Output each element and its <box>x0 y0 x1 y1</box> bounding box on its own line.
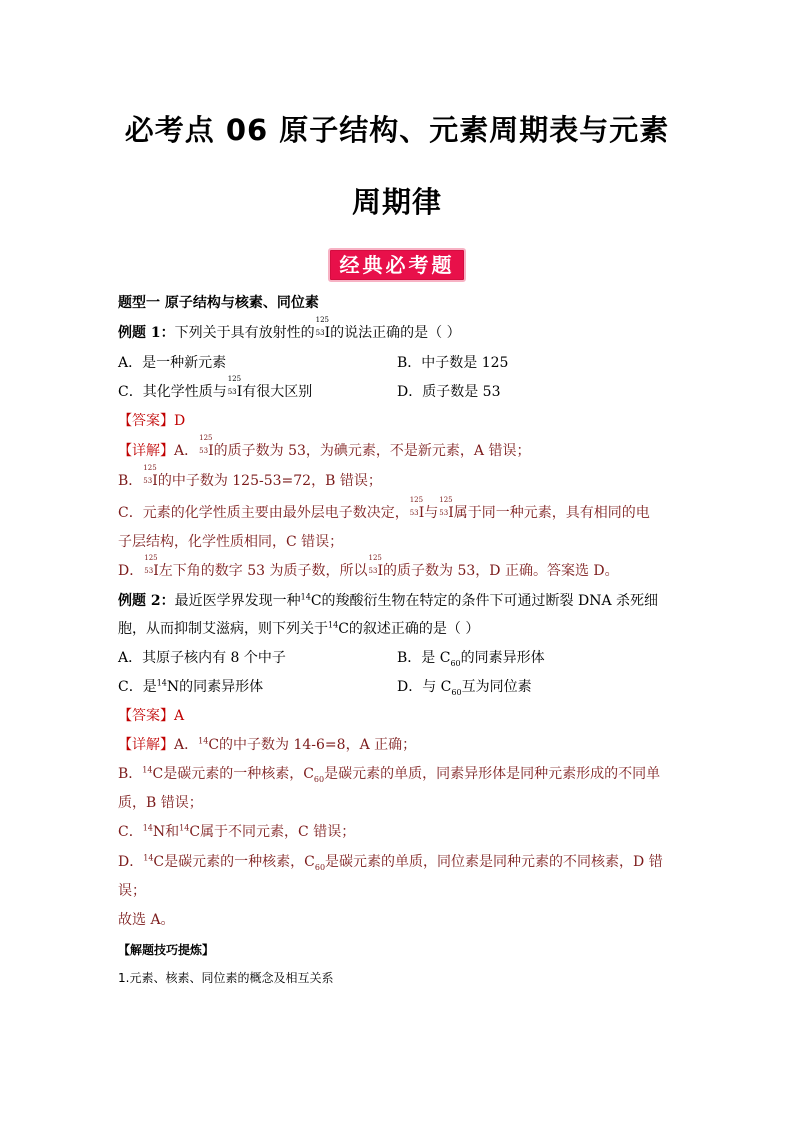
example1-explanation-4: D． 125 53 I左下角的数字 53 为质子数，所以 125 53 I的质子数为 53，D 正确。答案选 D。 <box>118 554 619 579</box>
example1-explanation-3b: 子层结构，化学性质相同，C 错误； <box>118 534 344 550</box>
example2-stem-2: 胞，从而抑制艾滋病，则下列关于$^{14}$C的叙述正确的是（ ） <box>118 620 480 637</box>
tips-heading: 【解题技巧提炼】 <box>118 943 215 957</box>
example2-option-b: B．是 $C_{60}$的同素异形体 <box>397 650 545 668</box>
iodine-isotope: 125 53 <box>315 316 329 337</box>
example2-answer: 【答案】A <box>118 708 185 724</box>
example2-label: 例题 2： <box>118 593 175 609</box>
example1-stem: 例题 1：下列关于具有放射性的 125 53 I的说法正确的是（ ） <box>118 316 461 341</box>
example2-option-a: A．其原子核内有 8 个中子 <box>118 650 286 666</box>
example2-explanation-4b: 误； <box>118 883 146 899</box>
example1-explanation-1: 【详解】A． 125 53 I的质子数为 53，为碘元素，不是新元素，A 错误； <box>118 434 531 459</box>
example1-explanation-2: B． 125 53 I的中子数为 125-53=72，B 错误； <box>118 464 382 489</box>
example2-explanation-2: B．$^{14}$C是碳元素的一种核素，$C_{60}$是碳元素的单质，同素异形体是同种元素形成的不同单 <box>118 765 661 784</box>
example2-explanation-1: 【详解】A．$^{14}$C的中子数为 14-6=8，A 正确； <box>118 736 417 753</box>
example1-label: 例题 1： <box>118 325 175 341</box>
example2-explanation-4: D．$^{14}$C是碳元素的一种核素，$C_{60}$是碳元素的单质，同位素是同种元素的不同核素，D 错 <box>118 853 663 872</box>
example2-stem: 例题 2：最近医学界发现一种$^{14}$C的羧酸衍生物在特定的条件下可通过断裂 DNA 杀死细 <box>118 592 659 609</box>
example1-option-d: D．质子数是 53 <box>397 384 501 400</box>
example1-option-b: B．中子数是 125 <box>397 355 509 371</box>
example1-explanation-3: C．元素的化学性质主要由最外层电子数决定， 125 53 I与 125 53 I属于同一种元素，具有相同的电 <box>118 496 650 521</box>
example2-explanation-3: C．$^{14}$N和$^{14}$C属于不同元素，C 错误； <box>118 823 356 840</box>
classic-questions-banner: 经典必考题 <box>328 248 466 282</box>
example2-explanation-2b: 质，B 错误； <box>118 795 203 811</box>
page-title-line2: 周期律 <box>351 185 442 219</box>
example2-conclusion: 故选 A。 <box>118 912 175 928</box>
page-title-line1: 必考点 06 原子结构、元素周期表与元素 <box>124 113 670 147</box>
example2-option-c: C．是$^{14}$N的同素异形体 <box>118 678 264 695</box>
section-heading: 题型一 原子结构与核素、同位素 <box>118 295 319 311</box>
example2-option-d: D．与 $C_{60}$互为同位素 <box>397 679 532 697</box>
example1-option-c: C．其化学性质与 125 53 I有很大区别 <box>118 375 313 400</box>
example1-option-a: A．是一种新元素 <box>118 355 227 371</box>
tips-item-1: 1.元素、核素、同位素的概念及相互关系 <box>118 971 334 985</box>
example1-answer: 【答案】D <box>118 413 186 429</box>
